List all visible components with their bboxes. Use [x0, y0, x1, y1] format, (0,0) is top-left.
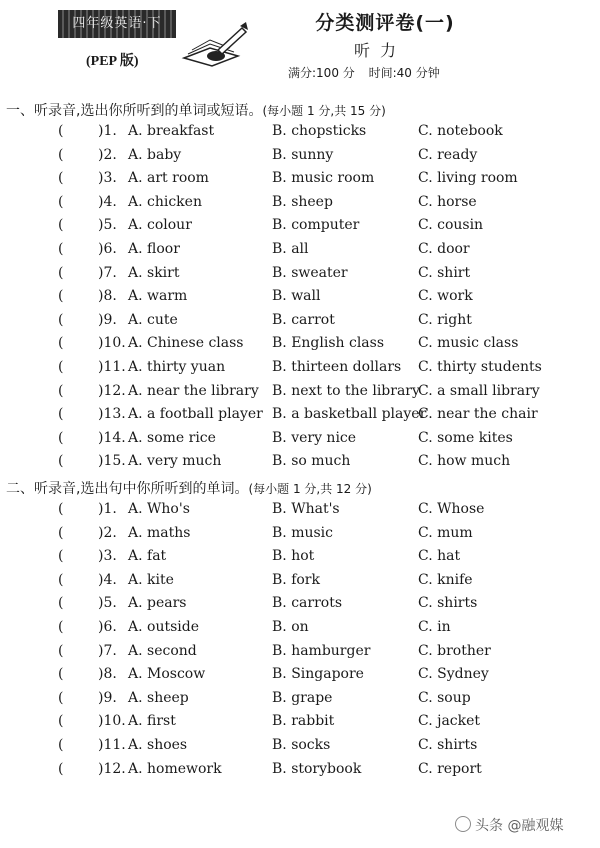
option-c: C. in [418, 618, 451, 635]
time-limit: 时间:40 分钟 [368, 66, 440, 80]
question-row [0, 286, 600, 310]
option-c: C. notebook [418, 123, 503, 139]
answer-bracket: ( [58, 453, 64, 470]
answer-bracket: ( [58, 335, 64, 352]
option-a: A. Who's [128, 501, 190, 517]
option-b: B. rabbit [272, 713, 335, 730]
option-a: A. art room [128, 170, 209, 187]
answer-bracket: ( [58, 760, 64, 777]
answer-bracket: ( [58, 736, 64, 753]
question-number: )8. [98, 288, 117, 305]
question-number: )5. [98, 217, 117, 234]
answer-bracket: ( [58, 501, 64, 517]
option-b: B. music room [272, 170, 375, 187]
option-a: A. breakfast [128, 123, 215, 139]
option-c: C. hat [418, 548, 461, 565]
question-row [0, 145, 600, 169]
option-a: A. maths [128, 524, 191, 541]
option-c: C. shirts [418, 736, 478, 753]
grade-badge: 四年级英语·下 [58, 10, 176, 38]
answer-bracket: ( [58, 264, 64, 281]
section1-question-list [0, 121, 600, 475]
page-subtitle: 听力 [353, 41, 406, 60]
section2-note: (每小题 1 分,共 12 分) [248, 482, 372, 496]
option-c: C. shirts [418, 595, 478, 612]
option-a: A. thirty yuan [128, 358, 226, 375]
question-row [0, 381, 600, 405]
answer-bracket: ( [58, 406, 64, 423]
option-c: C. music class [418, 335, 519, 352]
answer-bracket: ( [58, 240, 64, 257]
option-c: C. jacket [418, 713, 481, 730]
answer-bracket: ( [58, 217, 64, 234]
answer-bracket: ( [58, 382, 64, 399]
question-row [0, 499, 600, 523]
section2-heading [6, 478, 372, 498]
book-pen-icon [180, 20, 250, 70]
option-c: C. living room [418, 170, 518, 187]
option-c: C. door [418, 240, 470, 257]
question-row [0, 546, 600, 570]
option-c: C. thirty students [418, 358, 542, 375]
question-number: )1. [98, 123, 117, 139]
option-a: A. second [128, 642, 197, 659]
question-number: )1. [98, 501, 117, 517]
question-number: )3. [98, 170, 117, 187]
question-number: )6. [98, 618, 117, 635]
question-row [0, 168, 600, 192]
question-number: )4. [98, 571, 117, 588]
option-a: A. outside [128, 618, 199, 635]
option-a: A. near the library [128, 382, 259, 399]
option-b: B. thirteen dollars [272, 358, 402, 375]
question-number: )11. [98, 358, 126, 375]
answer-bracket: ( [58, 571, 64, 588]
exam-meta [288, 64, 450, 81]
question-number: )7. [98, 642, 117, 659]
option-a: A. pears [128, 595, 187, 612]
question-number: )9. [98, 311, 117, 328]
option-c: C. mum [418, 524, 473, 541]
question-row [0, 523, 600, 547]
question-row [0, 357, 600, 381]
question-row [0, 333, 600, 357]
option-b: B. wall [272, 288, 321, 305]
option-c: C. some kites [418, 429, 513, 446]
option-a: A. sheep [128, 689, 189, 706]
option-c: C. Sydney [418, 666, 489, 683]
question-row [0, 759, 600, 783]
question-row [0, 617, 600, 641]
option-b: B. carrot [272, 311, 335, 328]
section1-title: 一、听录音,选出你所听到的单词或短语。 [6, 103, 263, 119]
answer-bracket: ( [58, 311, 64, 328]
option-b: B. storybook [272, 760, 362, 777]
page-title: 分类测评卷(一) [315, 12, 455, 34]
option-b: B. sheep [272, 193, 333, 210]
watermark [455, 815, 563, 835]
answer-bracket: ( [58, 288, 64, 305]
option-a: A. cute [128, 311, 178, 328]
option-a: A. Moscow [128, 666, 206, 683]
option-a: A. homework [128, 760, 222, 777]
option-b: B. so much [272, 453, 351, 470]
question-number: )10. [98, 713, 126, 730]
question-number: )15. [98, 453, 126, 470]
question-number: )12. [98, 382, 126, 399]
option-b: B. music [272, 524, 333, 541]
answer-bracket: ( [58, 618, 64, 635]
option-a: A. shoes [128, 736, 188, 753]
question-row [0, 263, 600, 287]
option-a: A. skirt [128, 264, 180, 281]
option-b: B. next to the library [272, 382, 420, 399]
question-row [0, 711, 600, 735]
option-b: B. grape [272, 689, 333, 706]
answer-bracket: ( [58, 595, 64, 612]
question-row [0, 641, 600, 665]
question-row [0, 215, 600, 239]
answer-bracket: ( [58, 713, 64, 730]
option-b: B. computer [272, 217, 360, 234]
answer-bracket: ( [58, 548, 64, 565]
option-c: C. shirt [418, 264, 471, 281]
option-a: A. Chinese class [128, 335, 244, 352]
question-number: )11. [98, 736, 126, 753]
question-row [0, 664, 600, 688]
option-a: A. chicken [128, 193, 202, 210]
option-b: B. hamburger [272, 642, 371, 659]
option-b: B. very nice [272, 429, 357, 446]
option-b: B. fork [272, 571, 320, 588]
answer-bracket: ( [58, 429, 64, 446]
question-row [0, 428, 600, 452]
answer-bracket: ( [58, 170, 64, 187]
option-c: C. work [418, 288, 473, 305]
option-b: B. chopsticks [272, 123, 367, 139]
question-number: )12. [98, 760, 126, 777]
question-row [0, 121, 600, 145]
question-number: )2. [98, 146, 117, 163]
option-c: C. how much [418, 453, 511, 470]
option-b: B. socks [272, 736, 331, 753]
question-row [0, 239, 600, 263]
answer-bracket: ( [58, 666, 64, 683]
answer-bracket: ( [58, 358, 64, 375]
section1-heading [6, 100, 386, 120]
question-row [0, 735, 600, 759]
option-b: B. What's [272, 501, 340, 517]
question-row [0, 451, 600, 475]
option-a: A. colour [128, 217, 192, 234]
option-b: B. sweater [272, 264, 348, 281]
option-c: C. soup [418, 689, 471, 706]
option-c: C. near the chair [418, 406, 538, 423]
option-c: C. cousin [418, 217, 484, 234]
option-b: B. English class [272, 335, 385, 352]
question-number: )10. [98, 335, 126, 352]
section2-question-list [0, 499, 600, 782]
answer-bracket: ( [58, 123, 64, 139]
question-number: )7. [98, 264, 117, 281]
section2-title: 二、听录音,选出句中你所听到的单词。 [6, 481, 249, 497]
option-c: C. ready [418, 146, 478, 163]
option-c: C. horse [418, 193, 477, 210]
question-number: )5. [98, 595, 117, 612]
option-b: B. all [272, 240, 309, 257]
question-row [0, 310, 600, 334]
question-row [0, 593, 600, 617]
option-b: B. Singapore [272, 666, 364, 683]
question-number: )14. [98, 429, 126, 446]
answer-bracket: ( [58, 193, 64, 210]
option-a: A. fat [128, 548, 167, 565]
question-number: )3. [98, 548, 117, 565]
option-b: B. carrots [272, 595, 342, 612]
option-c: C. report [418, 760, 482, 777]
option-b: B. on [272, 618, 309, 635]
option-a: A. very much [128, 453, 222, 470]
question-row [0, 688, 600, 712]
question-number: )4. [98, 193, 117, 210]
question-row [0, 404, 600, 428]
answer-bracket: ( [58, 524, 64, 541]
watermark-text: 头条 @融观媒 [475, 818, 564, 834]
option-a: A. floor [128, 240, 180, 257]
option-a: A. baby [128, 146, 182, 163]
question-number: )13. [98, 406, 126, 423]
option-a: A. a football player [128, 406, 263, 423]
option-c: C. brother [418, 642, 491, 659]
question-number: )8. [98, 666, 117, 683]
answer-bracket: ( [58, 689, 64, 706]
option-c: C. knife [418, 571, 473, 588]
option-b: B. a basketball player [272, 406, 427, 423]
option-a: A. warm [128, 288, 188, 305]
question-row [0, 192, 600, 216]
wechat-icon [455, 816, 471, 832]
option-a: A. some rice [128, 429, 216, 446]
question-number: )2. [98, 524, 117, 541]
option-b: B. hot [272, 548, 315, 565]
question-row [0, 570, 600, 594]
answer-bracket: ( [58, 642, 64, 659]
option-c: C. right [418, 311, 472, 328]
option-b: B. sunny [272, 146, 334, 163]
option-c: C. a small library [418, 382, 540, 399]
section1-note: (每小题 1 分,共 15 分) [262, 104, 386, 118]
answer-bracket: ( [58, 146, 64, 163]
option-a: A. first [128, 713, 176, 730]
option-c: C. Whose [418, 501, 485, 517]
full-score: 满分:100 分 [288, 66, 355, 80]
option-a: A. kite [128, 571, 174, 588]
edition-label: (PEP 版) [86, 54, 139, 69]
question-number: )6. [98, 240, 117, 257]
question-number: )9. [98, 689, 117, 706]
